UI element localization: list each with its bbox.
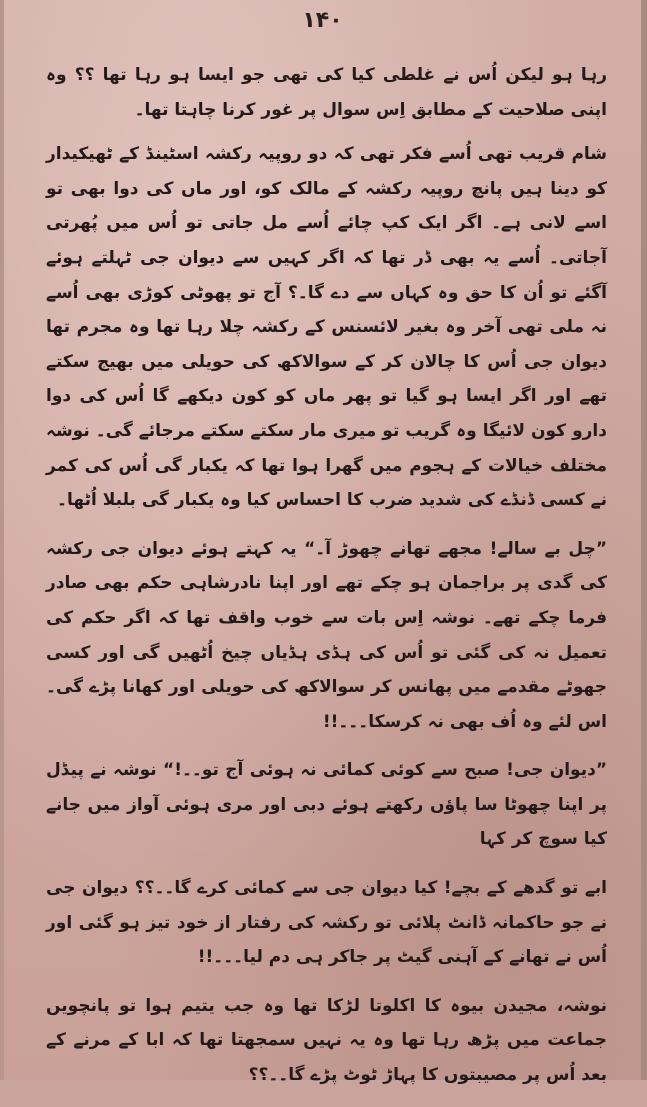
paragraph-2: شام قریب تھی اُسے فکر تھی کہ دو روپیہ رکشہ اسٹینڈ کے ٹھیکیدار کو دینا ہیں پانچ روپیہ رکشہ کے مالک کو، اور ماں کی دوا بھی تو اسے لانی ہے۔ اگر ایک کپ چائے اُسے مل جاتی تو اُس میں پُھرتی آجاتی۔ اُسے یہ بھی ڈر تھا کہ اگر کہیں سے دیوان جی ٹہلتے ہوئے آگئے تو اُن کا حق وہ کہاں سے دے گا۔؟ آج تو پھوٹی کوڑی بھی اُسے نہ ملی تھی آخر وہ بغیر لائسنس کے رکشہ چلا رہا تھا وہ مجرم تھا دیوان جی اُس کا چالان کر کے سوالاکھ کی حویلی میں بھیج سکتے تھے اور اگر ایسا ہو گیا تو پھر ماں کو کون دیکھے گا اُس کی دوا دارو کون لائیگا وہ گریب تو میری مار سکتے سکتے مرجائے گی۔ نوشہ مختلف خیالات کے ہجوم میں گھرا ہوا تھا کہ یکبار گی اُس کی کمر نے کسی ڈنڈے کی شدید ضرب کا احساس کیا وہ یکبار گی بلبلا اُٹھا۔ (46, 144, 607, 511)
page-body (46, 58, 607, 1107)
paragraph-6: نوشہ، مجیدن بیوہ کا اکلوتا لڑکا تھا وہ جب یتیم ہوا تو پانچویں جماعت میں پڑھ رہا تھا وہ یہ نہیں سمجھتا تھا کہ ابا کے مرنے کے بعد اُس پر مصیبتوں کا پہاڑ ٹوٹ پڑے گا۔۔؟؟ (46, 995, 607, 1086)
paragraph-5: ابے تو گدھے کے بچے! کیا دیوان جی سے کمائی کرے گا۔۔؟؟ دیوان جی نے جو حاکمانہ ڈانٹ پلائی تو رکشہ کی رفتار از خود تیز ہو گئی اور اُس نے تھانے کے آہنی گیٹ پر جاکر ہی دم لیا۔۔۔!! (46, 878, 607, 968)
page-number: ۱۴۰ (302, 8, 343, 33)
paragraph-4: ”دیوان جی! صبح سے کوئی کمائی نہ ہوئی آج تو۔۔!“ نوشہ نے پیڈل پر اپنا چھوٹا سا پاؤں رکھتے ہوئے دبی اور مری ہوئی آواز میں جانے کیا سوچ کر کہا (46, 760, 607, 850)
paragraph-3: ”چل بے سالے! مجھے تھانے چھوڑ آ۔“ یہ کہتے ہوئے دیوان جی رکشہ کی گدی پر براجمان ہو چکے تھے اور اپنا نادرشاہی حکم بھی صادر فرما چکے تھے۔ نوشہ اِس بات سے خوب واقف تھا کہ اگر حکم کی تعمیل نہ کی گئی تو اُس کی ہڈی ہڈیاں چیخ اُٹھیں گی اور کسی جھوٹے مقدمے میں پھانس کر سوالاکھ کی حویلی اور کھانا پڑے گی۔ اس لئے وہ اُف بھی نہ کرسکا۔۔۔!! (46, 538, 607, 732)
paragraph-1: رہا ہو لیکن اُس نے غلطی کیا کی تھی جو ایسا ہو رہا تھا ؟؟ وہ اپنی صلاحیت کے مطابق اِس سوال پر غور کرنا چاہتا تھا۔ (46, 65, 607, 120)
